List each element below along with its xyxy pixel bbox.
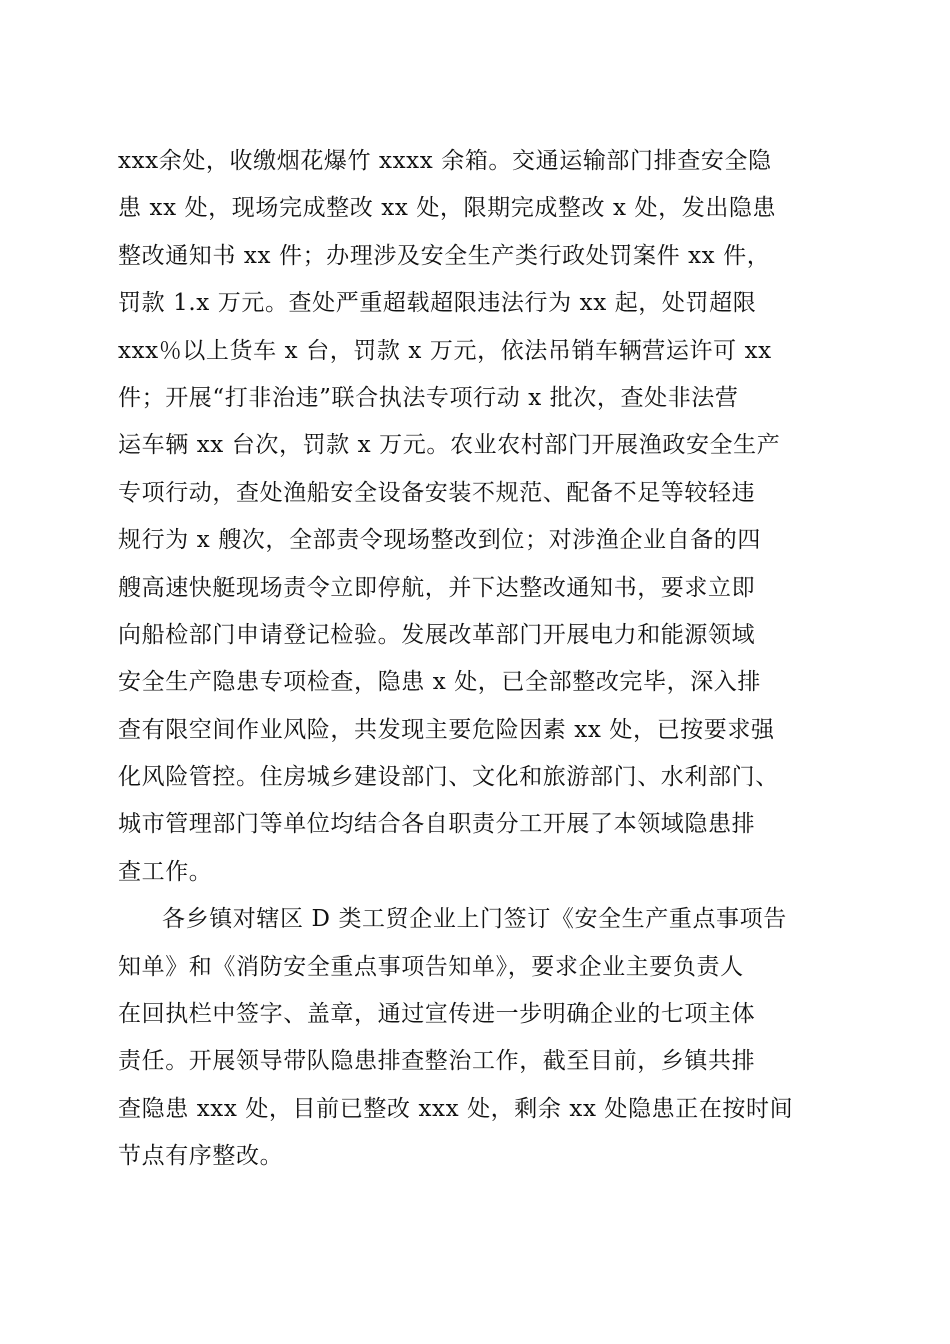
text-line: 规行为 x 艘次，全部责令现场整改到位；对涉渔企业自备的四 xyxy=(118,527,761,554)
text-line: 责任。开展领导带队隐患排查整治工作，截至目前，乡镇共排 xyxy=(118,1048,756,1075)
text-line: 艘高速快艇现场责令立即停航，并下达整改通知书，要求立即 xyxy=(118,574,756,601)
text-line: 各乡镇对辖区 D 类工贸企业上门签订《安全生产重点事项告 xyxy=(162,906,787,933)
text-line: 向船检部门申请登记检验。发展改革部门开展电力和能源领域 xyxy=(118,621,756,648)
text-line: 在回执栏中签字、盖章，通过宣传进一步明确企业的七项主体 xyxy=(118,1001,756,1028)
text-line: 运车辆 xx 台次，罚款 x 万元。农业农村部门开展渔政安全生产 xyxy=(118,432,781,459)
text-line: xxx％以上货车 x 台，罚款 x 万元，依法吊销车辆营运许可 xx xyxy=(118,337,772,364)
text-line: 化风险管控。住房城乡建设部门、文化和旅游部门、水利部门、 xyxy=(118,764,779,791)
paragraph-townships xyxy=(118,896,838,1180)
text-line: 查隐患 xxx 处，目前已整改 xxx 处，剩余 xx 处隐患正在按时间 xyxy=(118,1095,794,1122)
document-body xyxy=(118,138,838,1181)
text-line: 查工作。 xyxy=(118,858,213,885)
text-line: 专项行动，查处渔船安全设备安装不规范、配备不足等较轻违 xyxy=(118,479,756,506)
text-line: xxx余处，收缴烟花爆竹 xxxx 余箱。交通运输部门排查安全隐 xyxy=(118,148,772,174)
text-line: 整改通知书 xx 件；办理涉及安全生产类行政处罚案件 xx 件， xyxy=(118,242,771,269)
text-line: 件；开展“打非治违”联合执法专项行动 x 批次，查处非法营 xyxy=(118,384,739,411)
text-line: 安全生产隐患专项检查，隐患 x 处，已全部整改完毕，深入排 xyxy=(118,669,761,696)
text-line: 患 xx 处，现场完成整改 xx 处，限期完成整改 x 处，发出隐患 xyxy=(118,195,777,222)
paragraph-departments xyxy=(118,138,838,896)
text-line: 知单》和《消防安全重点事项告知单》，要求企业主要负责人 xyxy=(118,953,744,980)
text-line: 查有限空间作业风险，共发现主要危险因素 xx 处，已按要求强 xyxy=(118,716,775,743)
text-line: 城市管理部门等单位均结合各自职责分工开展了本领域隐患排 xyxy=(118,811,756,838)
text-line: 节点有序整改。 xyxy=(118,1143,284,1170)
text-line: 罚款 1.x 万元。查处严重超载超限违法行为 xx 起，处罚超限 xyxy=(118,290,757,317)
